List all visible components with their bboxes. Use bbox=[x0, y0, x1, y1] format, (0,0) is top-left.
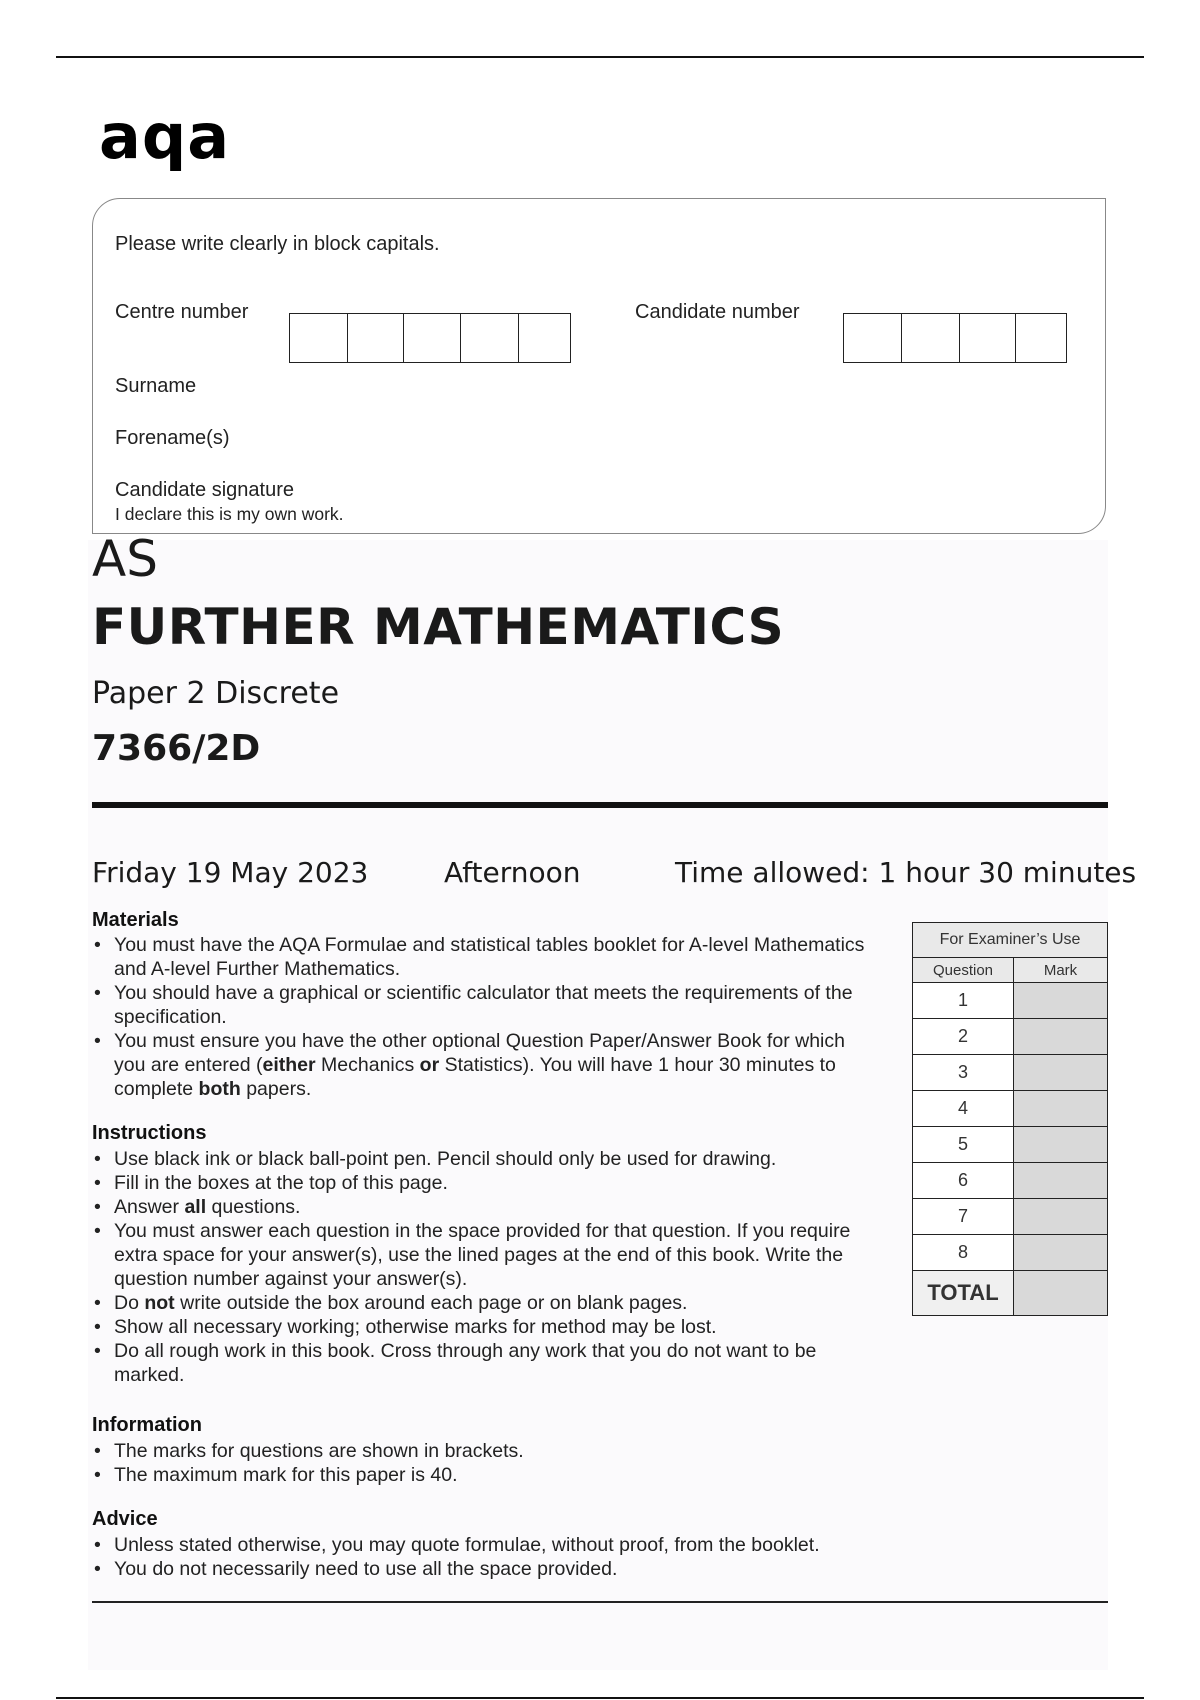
list-item: • Answer all questions. bbox=[92, 1195, 882, 1219]
question-number: 7 bbox=[913, 1199, 1014, 1235]
candidate-digit-box[interactable] bbox=[844, 314, 902, 362]
list-item: • Fill in the boxes at the top of this page. bbox=[92, 1171, 882, 1195]
mark-cell bbox=[1014, 1163, 1108, 1199]
advice-heading: Advice bbox=[92, 1508, 158, 1530]
question-number: 4 bbox=[913, 1091, 1014, 1127]
question-column-header: Question bbox=[913, 958, 1014, 983]
mark-cell bbox=[1014, 1235, 1108, 1271]
total-mark-cell bbox=[1014, 1271, 1108, 1316]
examiner-use-table bbox=[912, 922, 1108, 1316]
block-capitals-instruction: Please write clearly in block capitals. bbox=[115, 233, 440, 255]
table-row bbox=[913, 1019, 1108, 1055]
table-row bbox=[913, 1163, 1108, 1199]
information-list bbox=[92, 1439, 892, 1487]
list-item: • Use black ink or black ball-point pen. Pencil should only be used for drawing. bbox=[92, 1147, 882, 1171]
table-row bbox=[913, 1127, 1108, 1163]
candidate-number-boxes[interactable] bbox=[843, 313, 1067, 363]
centre-digit-box[interactable] bbox=[519, 314, 569, 362]
list-item: • Show all necessary working; otherwise marks for method may be lost. bbox=[92, 1315, 882, 1339]
list-item: • Do not write outside the box around each page or on blank pages. bbox=[92, 1291, 882, 1315]
signature-label: Candidate signature bbox=[115, 479, 295, 501]
question-number: 3 bbox=[913, 1055, 1014, 1091]
mark-column-header: Mark bbox=[1014, 958, 1108, 983]
paper-title: Paper 2 Discrete bbox=[92, 676, 340, 711]
table-row bbox=[913, 1055, 1108, 1091]
table-row bbox=[913, 1235, 1108, 1271]
list-item: • The marks for questions are shown in brackets. bbox=[92, 1439, 892, 1463]
exam-session: Afternoon bbox=[444, 856, 581, 889]
table-row bbox=[913, 1199, 1108, 1235]
table-row bbox=[913, 983, 1108, 1019]
mark-cell bbox=[1014, 1127, 1108, 1163]
question-number: 8 bbox=[913, 1235, 1014, 1271]
bottom-rule bbox=[56, 1697, 1144, 1699]
top-rule bbox=[56, 56, 1144, 58]
mark-cell bbox=[1014, 1055, 1108, 1091]
total-label: TOTAL bbox=[913, 1271, 1014, 1316]
mark-cell bbox=[1014, 983, 1108, 1019]
question-number: 2 bbox=[913, 1019, 1014, 1055]
centre-digit-box[interactable] bbox=[404, 314, 461, 362]
question-number: 1 bbox=[913, 983, 1014, 1019]
examiner-table-title: For Examiner’s Use bbox=[913, 923, 1108, 958]
exam-date: Friday 19 May 2023 bbox=[92, 856, 369, 889]
paper-code: 7366/2D bbox=[92, 728, 261, 769]
advice-list bbox=[92, 1533, 992, 1581]
mark-cell bbox=[1014, 1091, 1108, 1127]
end-rule bbox=[92, 1601, 1108, 1603]
list-item: • The maximum mark for this paper is 40. bbox=[92, 1463, 892, 1487]
instructions-list bbox=[92, 1147, 882, 1387]
surname-label: Surname bbox=[115, 375, 197, 397]
instructions-heading: Instructions bbox=[92, 1122, 207, 1144]
list-item: • You must ensure you have the other optional Question Paper/Answer Book for which you are entered (either Mechanics or Statistics). You will have 1 hour 30 minutes to complete both papers. bbox=[92, 1029, 872, 1101]
mark-cell bbox=[1014, 1199, 1108, 1235]
centre-digit-box[interactable] bbox=[348, 314, 404, 362]
candidate-details-box bbox=[92, 198, 1106, 534]
time-allowed: Time allowed: 1 hour 30 minutes bbox=[675, 856, 1137, 889]
centre-digit-box[interactable] bbox=[290, 314, 348, 362]
forenames-label: Forename(s) bbox=[115, 427, 230, 449]
declaration-text: I declare this is my own work. bbox=[115, 504, 344, 524]
table-row bbox=[913, 1091, 1108, 1127]
subject-title: FURTHER MATHEMATICS bbox=[92, 598, 785, 656]
centre-digit-box[interactable] bbox=[461, 314, 519, 362]
table-row bbox=[913, 1271, 1108, 1316]
mark-cell bbox=[1014, 1019, 1108, 1055]
question-number: 5 bbox=[913, 1127, 1014, 1163]
qualification-level: AS bbox=[92, 530, 158, 588]
materials-list bbox=[92, 933, 872, 1101]
question-number: 6 bbox=[913, 1163, 1014, 1199]
list-item: • You should have a graphical or scientific calculator that meets the requirements of the specification. bbox=[92, 981, 872, 1029]
list-item: • You must answer each question in the space provided for that question. If you require extra space for your answer(s), use the lined pages at the end of this book. Write the question number against your answer(s). bbox=[92, 1219, 882, 1291]
list-item: • Unless stated otherwise, you may quote formulae, without proof, from the booklet. bbox=[92, 1533, 992, 1557]
candidate-digit-box[interactable] bbox=[1016, 314, 1065, 362]
list-item: • Do all rough work in this book. Cross through any work that you do not want to be marked. bbox=[92, 1339, 882, 1387]
title-divider bbox=[92, 802, 1108, 808]
candidate-number-label: Candidate number bbox=[635, 301, 800, 323]
candidate-digit-box[interactable] bbox=[960, 314, 1016, 362]
candidate-digit-box[interactable] bbox=[902, 314, 960, 362]
centre-number-boxes[interactable] bbox=[289, 313, 571, 363]
information-heading: Information bbox=[92, 1414, 202, 1436]
aqa-logo: aqa bbox=[99, 100, 231, 173]
list-item: • You must have the AQA Formulae and statistical tables booklet for A-level Mathematics and A-level Further Mathematics. bbox=[92, 933, 872, 981]
centre-number-label: Centre number bbox=[115, 301, 249, 323]
list-item: • You do not necessarily need to use all the space provided. bbox=[92, 1557, 992, 1581]
materials-heading: Materials bbox=[92, 909, 179, 931]
